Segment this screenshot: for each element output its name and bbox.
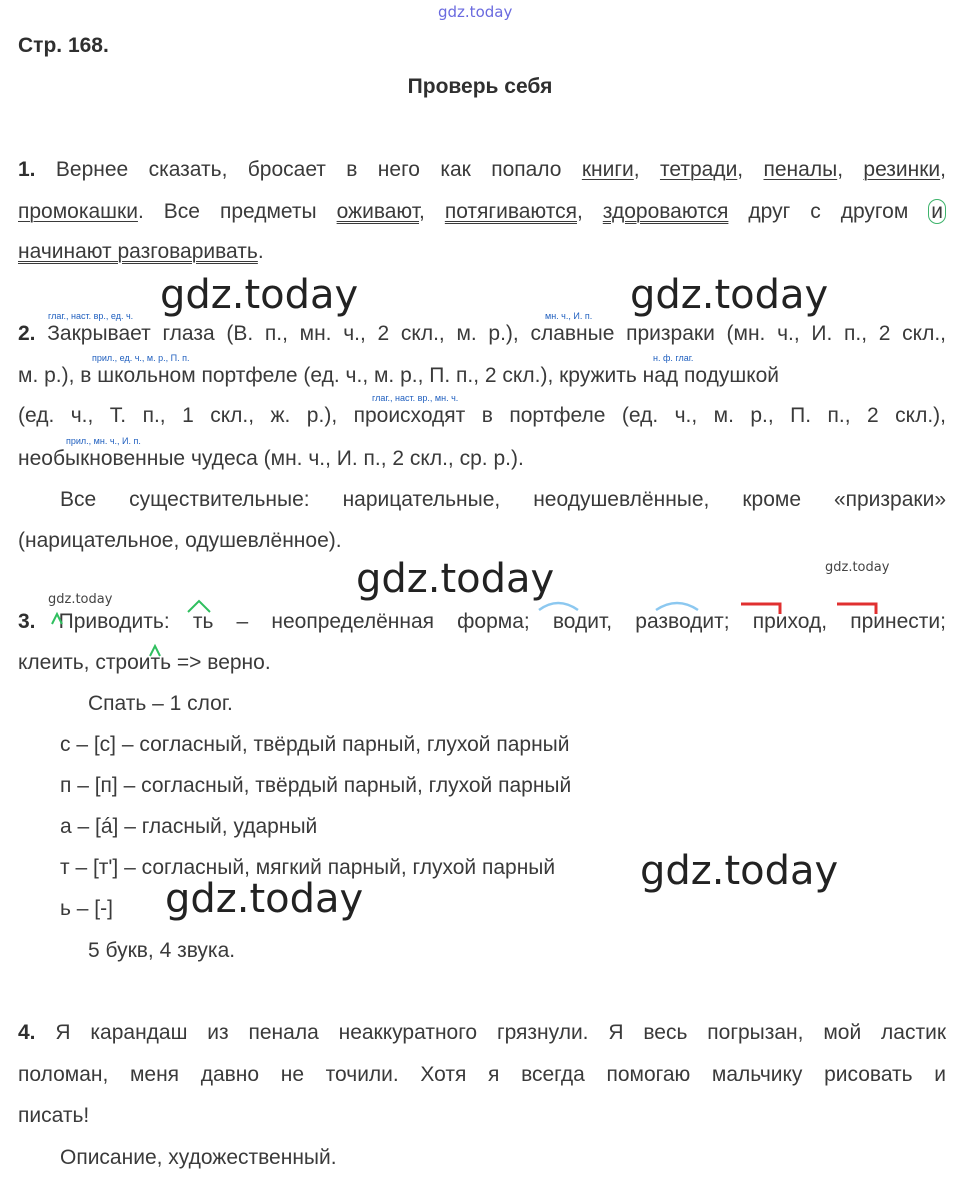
task2-para2: (нарицательное, одушевлённое).: [18, 529, 342, 552]
watermark: gdz.today: [640, 848, 839, 894]
task4-line3: писать!: [18, 1104, 90, 1127]
watermark-small: gdz.today: [825, 560, 890, 575]
text: Приводить: ть – неопределённая форма; водит, разводит; приход, принести;: [35, 610, 946, 633]
suffix-mark: [52, 614, 62, 624]
page-title: Проверь себя: [407, 75, 553, 98]
prefix-mark: [741, 604, 780, 614]
task4-line1: [18, 1019, 946, 1047]
task2-line4: необыкновенные чудеса (мн. ч., И. п., 2 скл., ср. р.).: [18, 447, 524, 470]
separator: ,: [633, 158, 660, 181]
grammar-annotation: прил., мн. ч., И. п.: [66, 436, 141, 446]
text: . Все предметы: [137, 200, 337, 223]
watermark-small: gdz.today: [48, 592, 113, 607]
underlined-word: промокашки: [18, 200, 138, 223]
underlined-word: резинки: [863, 158, 941, 181]
grammar-annotation: мн. ч., И. п.: [545, 311, 593, 321]
task-number: 2.: [18, 322, 36, 345]
underlined-word: пеналы: [763, 158, 838, 181]
double-underlined-word: здороваются: [602, 200, 729, 223]
suffix-mark: [150, 646, 160, 656]
double-underlined-word: оживают: [336, 200, 420, 223]
task-number: 4.: [18, 1021, 36, 1044]
task-number: 3.: [18, 610, 36, 633]
task3-line2: клеить, строить => верно.: [18, 651, 271, 674]
separator: ,: [837, 158, 864, 181]
task4-answer: Описание, художественный.: [60, 1146, 337, 1169]
text: Я карандаш из пенала неаккуратного грязнули. Я весь погрызан, мой ластик: [35, 1021, 946, 1044]
double-underlined-word: начинают разговаривать: [18, 240, 258, 263]
grammar-annotation: глаг., наст. вр., мн. ч.: [372, 393, 459, 403]
text: .: [257, 240, 264, 263]
watermark-top: gdz.today: [438, 3, 513, 21]
phonetic-row: а – [á] – гласный, ударный: [60, 815, 318, 838]
text: друг с другом: [728, 200, 929, 223]
double-underlined-word: потягиваются: [444, 200, 577, 223]
watermark: gdz.today: [630, 272, 829, 318]
phonetic-row: с – [с] – согласный, твёрдый парный, глухой парный: [60, 733, 570, 756]
grammar-annotation: прил., ед. ч., м. р., П. п.: [92, 353, 190, 363]
phonetic-row: ь – [-]: [60, 897, 113, 920]
watermark: gdz.today: [356, 556, 555, 602]
root-arc: [539, 603, 578, 610]
watermark: gdz.today: [165, 876, 364, 922]
grammar-annotation: глаг., наст. вр., ед. ч.: [48, 311, 134, 321]
task4-line2: поломан, меня давно не точили. Хотя я всегда помогаю мальчику рисовать и: [18, 1063, 946, 1086]
phonetic-row: п – [п] – согласный, твёрдый парный, глухой парный: [60, 774, 572, 797]
task2-line3: (ед. ч., Т. п., 1 скл., ж. р.), происходят в портфеле (ед. ч., м. р., П. п., 2 скл.),: [18, 404, 946, 427]
task2-line2: м. р.), в школьном портфеле (ед. ч., м. р., П. п., 2 скл.), кружить над подушкой: [18, 364, 780, 387]
syllable-count: Спать – 1 слог.: [88, 692, 233, 715]
prefix-mark: [837, 604, 876, 614]
task-number: 1.: [18, 158, 36, 181]
separator: ,: [737, 158, 764, 181]
letter-sound-count: 5 букв, 4 звука.: [88, 939, 236, 962]
root-arc: [656, 603, 698, 610]
ending-mark: [188, 601, 210, 612]
grammar-annotation: н. ф. глаг.: [653, 353, 694, 363]
underlined-word: тетради: [659, 158, 738, 181]
text: Закрывает глаза (В. п., мн. ч., 2 скл., м. р.), славные призраки (мн. ч., И. п., 2 скл.,: [35, 322, 946, 345]
phonetic-row: т – [т'] – согласный, мягкий парный, глухой парный: [60, 856, 556, 879]
watermark: gdz.today: [160, 272, 359, 318]
task2-para1: Все существительные: нарицательные, неодушевлённые, кроме «призраки»: [60, 488, 946, 511]
underlined-word: книги: [581, 158, 634, 181]
page-number: Стр. 168.: [18, 34, 109, 57]
separator: ,: [576, 200, 603, 223]
separator: ,: [419, 200, 445, 223]
text: Вернее сказать, бросает в него как попало: [35, 158, 582, 181]
separator: ,: [940, 158, 947, 181]
circled-conjunction: и: [928, 199, 946, 224]
